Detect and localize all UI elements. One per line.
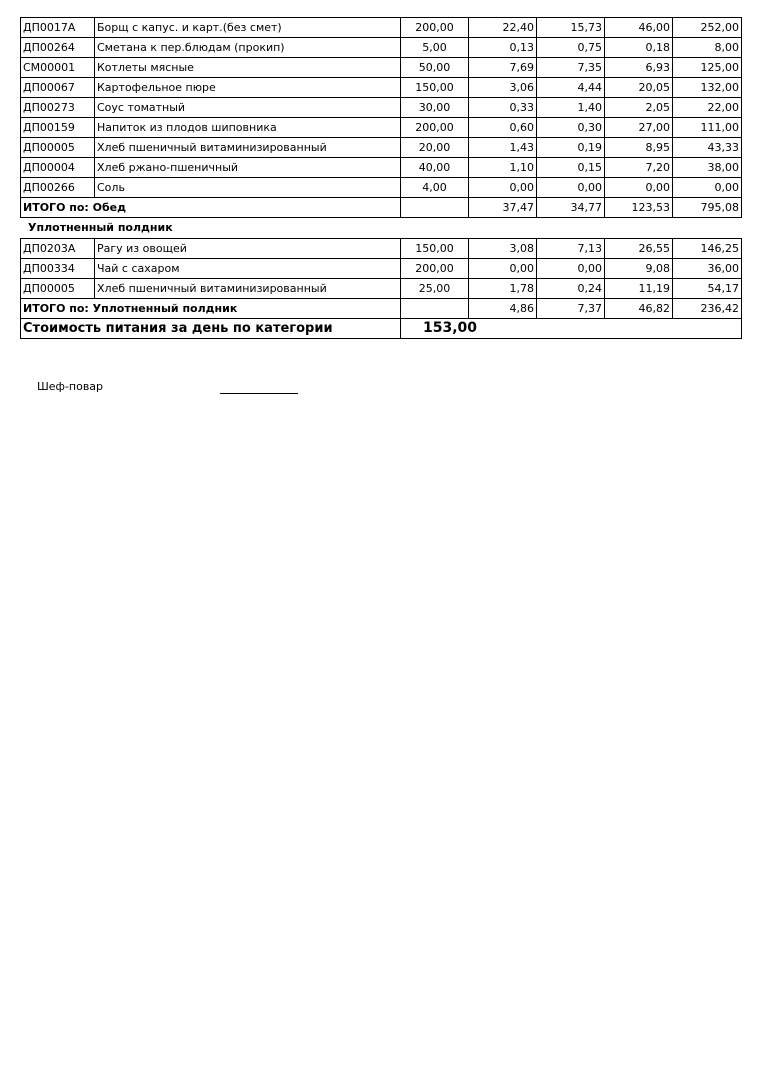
dish-fat: 7,35 [537, 58, 605, 78]
dish-name: Котлеты мясные [95, 58, 401, 78]
dish-weight: 200,00 [401, 259, 469, 279]
table-row [21, 98, 742, 118]
dish-protein: 3,08 [469, 239, 537, 259]
dish-kcal: 38,00 [673, 158, 742, 178]
dish-kcal: 0,00 [673, 178, 742, 198]
total-label: ИТОГО по: Обед [21, 198, 401, 218]
dish-weight: 20,00 [401, 138, 469, 158]
dish-fat: 0,00 [537, 259, 605, 279]
dish-carbs: 46,00 [605, 18, 673, 38]
dish-weight: 50,00 [401, 58, 469, 78]
dish-protein: 3,06 [469, 78, 537, 98]
dish-code: ДП00264 [21, 38, 95, 58]
dish-code: ДП00005 [21, 138, 95, 158]
signature-role: Шеф-повар [37, 380, 104, 393]
table-row [21, 158, 742, 178]
dish-weight: 200,00 [401, 18, 469, 38]
dish-fat: 1,40 [537, 98, 605, 118]
total-label: ИТОГО по: Уплотненный полдник [21, 299, 401, 319]
total-kcal: 795,08 [673, 198, 742, 218]
table-row [21, 18, 742, 38]
dish-fat: 4,44 [537, 78, 605, 98]
table-row [21, 38, 742, 58]
total-fat: 34,77 [537, 198, 605, 218]
dish-code: ДП00266 [21, 178, 95, 198]
total-carbs: 123,53 [605, 198, 673, 218]
dish-fat: 0,15 [537, 158, 605, 178]
table-row [21, 178, 742, 198]
dish-name: Сметана к пер.блюдам (прокип) [95, 38, 401, 58]
dish-weight: 40,00 [401, 158, 469, 178]
lunch-table [20, 17, 742, 218]
dish-name: Борщ с капус. и карт.(без смет) [95, 18, 401, 38]
menu-document [20, 17, 741, 339]
dish-weight: 150,00 [401, 78, 469, 98]
dish-kcal: 36,00 [673, 259, 742, 279]
dish-name: Рагу из овощей [95, 239, 401, 259]
dish-carbs: 2,05 [605, 98, 673, 118]
dish-kcal: 111,00 [673, 118, 742, 138]
dish-carbs: 26,55 [605, 239, 673, 259]
dish-kcal: 54,17 [673, 279, 742, 299]
section-title-snack: Уплотненный полдник [28, 221, 173, 234]
dish-code: ДП00159 [21, 118, 95, 138]
dish-carbs: 7,20 [605, 158, 673, 178]
dish-carbs: 0,18 [605, 38, 673, 58]
dish-kcal: 146,25 [673, 239, 742, 259]
dish-code: СМ00001 [21, 58, 95, 78]
dish-protein: 7,69 [469, 58, 537, 78]
dish-kcal: 125,00 [673, 58, 742, 78]
lunch-body [21, 18, 742, 218]
dish-weight: 30,00 [401, 98, 469, 118]
dish-kcal: 8,00 [673, 38, 742, 58]
grand-total-row [21, 319, 742, 339]
dish-weight: 150,00 [401, 239, 469, 259]
dish-fat: 0,19 [537, 138, 605, 158]
dish-carbs: 6,93 [605, 58, 673, 78]
dish-code: ДП0203А [21, 239, 95, 259]
dish-code: ДП00004 [21, 158, 95, 178]
dish-protein: 0,00 [469, 259, 537, 279]
dish-name: Картофельное пюре [95, 78, 401, 98]
total-kcal: 236,42 [673, 299, 742, 319]
total-protein: 37,47 [469, 198, 537, 218]
dish-fat: 7,13 [537, 239, 605, 259]
dish-carbs: 8,95 [605, 138, 673, 158]
dish-carbs: 20,05 [605, 78, 673, 98]
lunch-total-row [21, 198, 742, 218]
dish-name: Хлеб пшеничный витаминизированный [95, 138, 401, 158]
table-row [21, 78, 742, 98]
dish-weight: 5,00 [401, 38, 469, 58]
dish-protein: 0,00 [469, 178, 537, 198]
dish-carbs: 27,00 [605, 118, 673, 138]
dish-name: Соус томатный [95, 98, 401, 118]
dish-fat: 15,73 [537, 18, 605, 38]
dish-code: ДП00005 [21, 279, 95, 299]
total-weight [401, 198, 469, 218]
dish-carbs: 11,19 [605, 279, 673, 299]
total-carbs: 46,82 [605, 299, 673, 319]
table-row [21, 118, 742, 138]
dish-kcal: 43,33 [673, 138, 742, 158]
dish-fat: 0,24 [537, 279, 605, 299]
dish-protein: 22,40 [469, 18, 537, 38]
table-row [21, 279, 742, 299]
table-row [21, 259, 742, 279]
dish-protein: 0,60 [469, 118, 537, 138]
dish-weight: 200,00 [401, 118, 469, 138]
dish-code: ДП00067 [21, 78, 95, 98]
snack-total-row [21, 299, 742, 319]
table-row [21, 239, 742, 259]
snack-table [20, 238, 742, 339]
dish-name: Напиток из плодов шиповника [95, 118, 401, 138]
dish-protein: 1,10 [469, 158, 537, 178]
table-row [21, 58, 742, 78]
dish-kcal: 132,00 [673, 78, 742, 98]
dish-kcal: 22,00 [673, 98, 742, 118]
dish-name: Хлеб пшеничный витаминизированный [95, 279, 401, 299]
table-row [21, 138, 742, 158]
dish-weight: 25,00 [401, 279, 469, 299]
dish-code: ДП00273 [21, 98, 95, 118]
dish-code: ДП00334 [21, 259, 95, 279]
dish-protein: 0,33 [469, 98, 537, 118]
total-protein: 4,86 [469, 299, 537, 319]
dish-kcal: 252,00 [673, 18, 742, 38]
total-weight [401, 299, 469, 319]
dish-carbs: 9,08 [605, 259, 673, 279]
dish-name: Соль [95, 178, 401, 198]
dish-name: Чай с сахаром [95, 259, 401, 279]
total-fat: 7,37 [537, 299, 605, 319]
dish-code: ДП0017А [21, 18, 95, 38]
dish-fat: 0,30 [537, 118, 605, 138]
dish-name: Хлеб ржано-пшеничный [95, 158, 401, 178]
dish-fat: 0,00 [537, 178, 605, 198]
dish-fat: 0,75 [537, 38, 605, 58]
dish-carbs: 0,00 [605, 178, 673, 198]
grand-total-label: Стоимость питания за день по категории [21, 319, 401, 339]
dish-weight: 4,00 [401, 178, 469, 198]
dish-protein: 1,78 [469, 279, 537, 299]
grand-total-value: 153,00 [401, 319, 742, 339]
dish-protein: 0,13 [469, 38, 537, 58]
dish-protein: 1,43 [469, 138, 537, 158]
signature-line [220, 393, 298, 394]
